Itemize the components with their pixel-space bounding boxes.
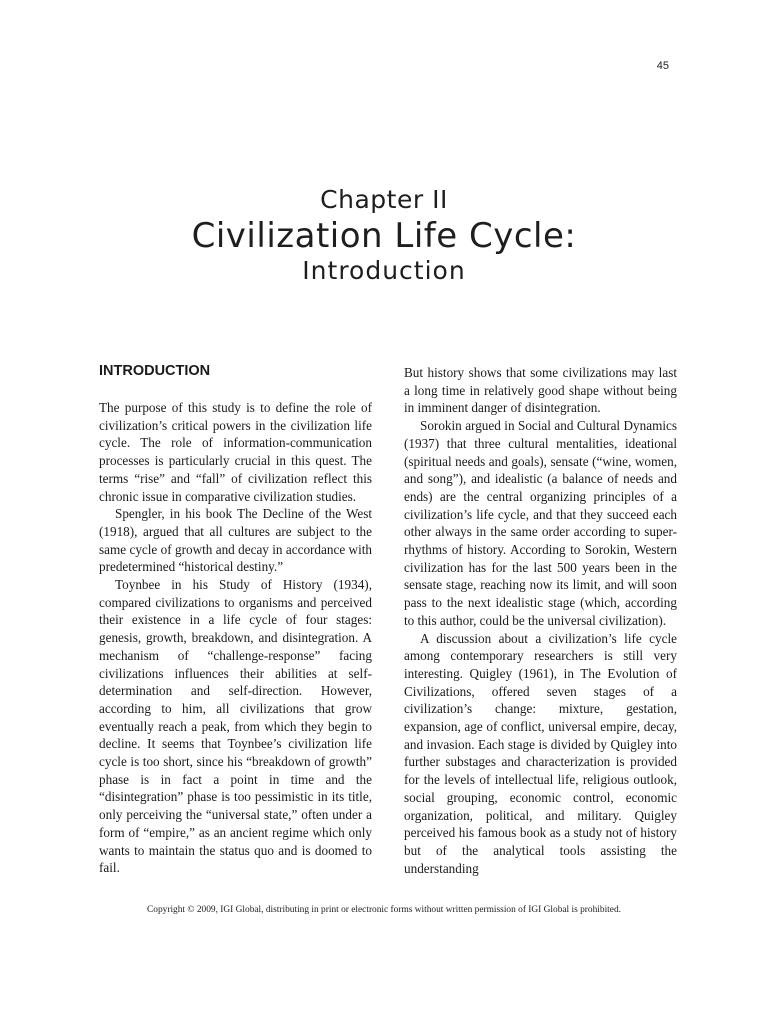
chapter-label: Chapter II (320, 185, 448, 214)
paragraph: Spengler, in his book The Decline of the West (1918), argued that all cultures are subject to the same cycle of growth and decay in accordance with predetermined “historical destiny.” (99, 506, 372, 575)
paragraph: Sorokin argued in Social and Cultural Dynamics (1937) that three cultural mentalities, ideational (spiritual needs and goals), sensate (“wine, women, and song”), and idealistic (a balance of needs and ends) are the central organizing principles of a civilization’s life cycle, and that they succeed each other always in the same order according to super-rhythms of history. According to Sorokin, Western civilization has for the last 500 years been in the sensate stage, reaching now its limit, and will soon pass to the next idealistic stage (which, according to this author, could be the universal civilization). (404, 418, 677, 628)
right-column (404, 364, 677, 877)
section-heading: INTRODUCTION (99, 363, 211, 379)
page-number: 45 (656, 60, 669, 72)
chapter-heading (0, 185, 768, 286)
paragraph: The purpose of this study is to define the role of civilization’s critical powers in the civilization life cycle. The role of information-communication processes is particularly crucial in this quest. The terms “rise” and “fall” of civilization reflect this chronic issue in comparative civilization studies. (99, 400, 372, 504)
paragraph: Toynbee in his Study of History (1934), compared civilizations to organisms and perceived their existence in a life cycle of four stages: genesis, growth, breakdown, and disintegration. A mechanism of “challenge-response” facing civilizations influences their abilities at self-determination and self-direction. However, according to him, all civilizations that grow eventually reach a peak, from which they begin to decline. It seems that Toynbee’s civilization life cycle is too short, since his “breakdown of growth” phase is in fact a point in time and the “disintegration” phase is too pessimistic in its title, only perceiving the “universal state,” often under a form of “empire,” as an ancient regime which only wants to maintain the status quo and is doomed to fail. (99, 577, 372, 876)
paragraph: But history shows that some civilizations may last a long time in relatively good shape without being in imminent danger of disintegration. (404, 365, 677, 416)
paragraph: A discussion about a civilization’s life cycle among contemporary researchers is still very interesting. Quigley (1961), in The Evolution of Civilizations, offered seven stages of a civilization’s change: mixture, gestation, expansion, age of conflict, universal empire, decay, and invasion. Each stage is divided by Quigley into further substages and characterization is provided for the levels of intellectual life, religious outlook, social grouping, economic control, economic organization, political, and military. Quigley perceived his famous book as a study not of history but of the analytical tools assisting the understanding (404, 630, 677, 876)
chapter-title: Civilization Life Cycle: (191, 216, 577, 256)
left-column (99, 362, 372, 877)
chapter-subtitle: Introduction (302, 256, 466, 285)
copyright-footer: Copyright © 2009, IGI Global, distributing in print or electronic forms without written permission of IGI Global is prohibited. (147, 905, 621, 915)
